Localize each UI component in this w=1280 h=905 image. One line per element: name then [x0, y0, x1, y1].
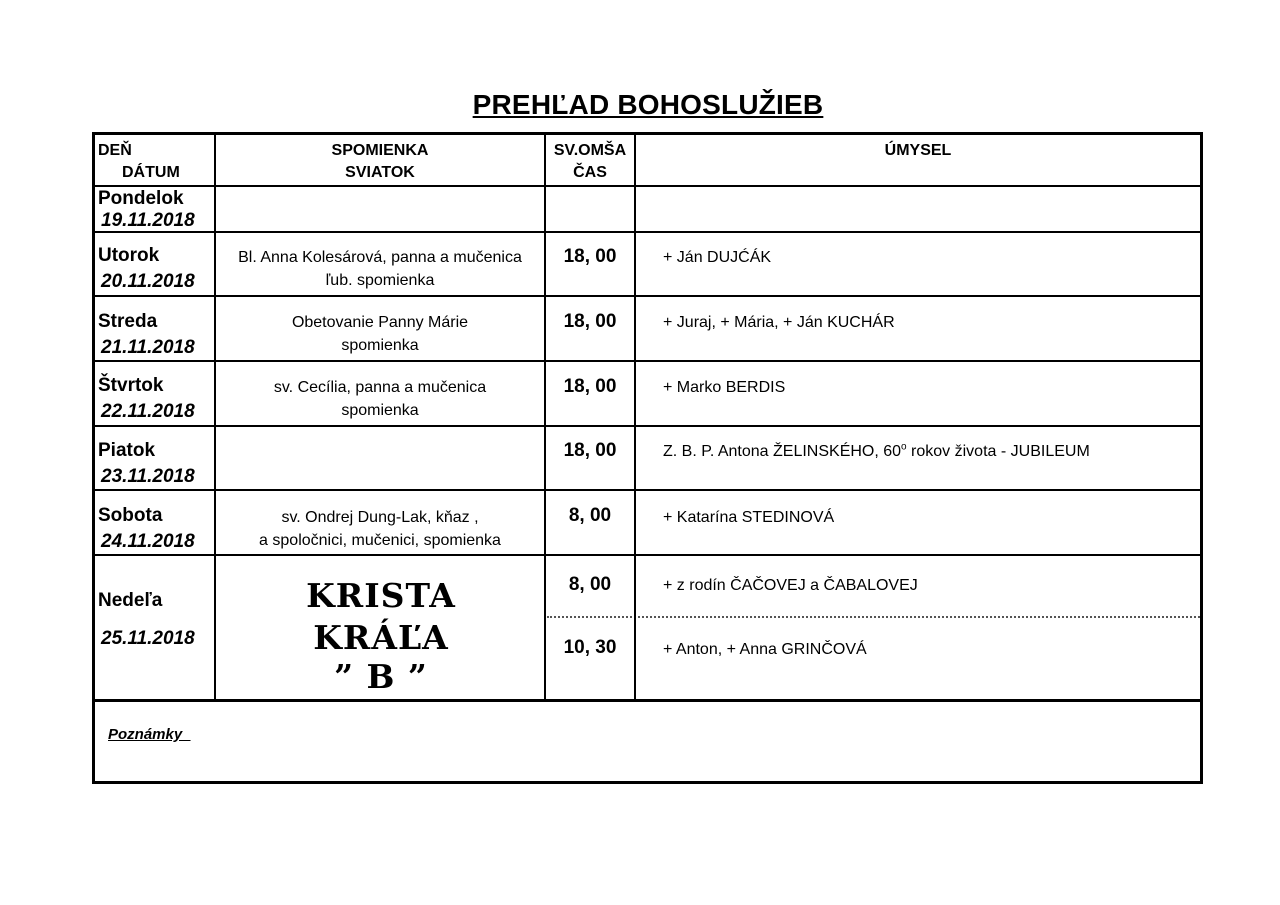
row-divider: [95, 699, 1200, 702]
intention-text: + Anton, + Anna GRINČOVÁ: [663, 641, 867, 658]
mass-time: 8, 00: [568, 505, 612, 526]
memorial-rank: spomienka: [341, 402, 419, 419]
day-date: 21.11.2018: [101, 337, 195, 358]
day-name: Nedeľa: [98, 590, 163, 611]
header-intention: ÚMYSEL: [884, 142, 952, 159]
degree-mark: o: [901, 441, 907, 453]
mass-time: 10, 30: [563, 637, 617, 658]
header-mass: SV.OMŠA: [553, 142, 627, 159]
intention-text: [663, 440, 1090, 464]
mass-divider: [547, 616, 1200, 618]
row-divider: [95, 489, 1200, 491]
day-date: 22.11.2018: [101, 401, 195, 422]
day-date: 25.11.2018: [101, 628, 195, 649]
memorial-text: Obetovanie Panny Márie: [291, 314, 469, 331]
memorial-text: sv. Ondrej Dung-Lak, kňaz ,: [281, 509, 479, 526]
column-divider: [634, 135, 636, 700]
memorial-rank: ľub. spomienka: [325, 272, 435, 289]
day-name: Utorok: [98, 245, 160, 266]
feast-title-line2: KRÁĽA: [313, 618, 449, 657]
mass-time: 8, 00: [568, 574, 612, 595]
header-time: ČAS: [573, 164, 607, 181]
day-name: Piatok: [98, 440, 156, 461]
memorial-rank: a spoločnici, mučenici, spomienka: [259, 532, 501, 549]
row-divider: [95, 185, 1200, 187]
header-memorial: SPOMIENKA: [331, 142, 429, 159]
row-divider: [95, 231, 1200, 233]
day-name: Streda: [98, 311, 158, 332]
intention-text: + Juraj, + Mária, + Ján KUCHÁR: [663, 314, 895, 331]
memorial-text: Bl. Anna Kolesárová, panna a mučenica: [238, 249, 522, 266]
intention-text: + z rodín ČAČOVEJ a ČABALOVEJ: [663, 577, 918, 594]
memorial-rank: spomienka: [341, 337, 419, 354]
day-name: Štvrtok: [98, 375, 164, 396]
page-title: PREHĽAD BOHOSLUŽIEB: [472, 89, 824, 120]
day-date: 24.11.2018: [101, 531, 195, 552]
mass-time: 18, 00: [563, 246, 617, 267]
intention-main: Z. B. P. Antona ŽELINSKÉHO, 60: [663, 443, 902, 460]
column-divider: [544, 135, 546, 700]
mass-time: 18, 00: [563, 376, 617, 397]
feast-title-line1: KRISTA: [306, 576, 456, 615]
intention-text: + Ján DUJĆÁK: [663, 249, 772, 266]
intention-text: + Marko BERDIS: [663, 379, 786, 396]
row-divider: [95, 554, 1200, 556]
notes-label: Poznámky: [108, 726, 191, 743]
mass-time: 18, 00: [563, 440, 617, 461]
row-divider: [95, 295, 1200, 297]
day-name: Pondelok: [98, 188, 184, 209]
header-feast: SVIATOK: [345, 164, 415, 181]
day-date: 23.11.2018: [101, 466, 195, 487]
mass-time: 18, 00: [563, 311, 617, 332]
header-day: DEŇ: [98, 142, 132, 159]
feast-title-line3: ” B ”: [334, 657, 428, 696]
memorial-text: sv. Cecília, panna a mučenica: [273, 379, 487, 396]
day-date: 20.11.2018: [101, 271, 195, 292]
day-name: Sobota: [98, 505, 163, 526]
row-divider: [95, 360, 1200, 362]
intention-text: + Katarína STEDINOVÁ: [663, 509, 835, 526]
day-date: 19.11.2018: [101, 210, 195, 231]
row-divider: [95, 425, 1200, 427]
intention-tail: rokov života - JUBILEUM: [906, 443, 1090, 460]
header-date: DÁTUM: [122, 164, 180, 181]
